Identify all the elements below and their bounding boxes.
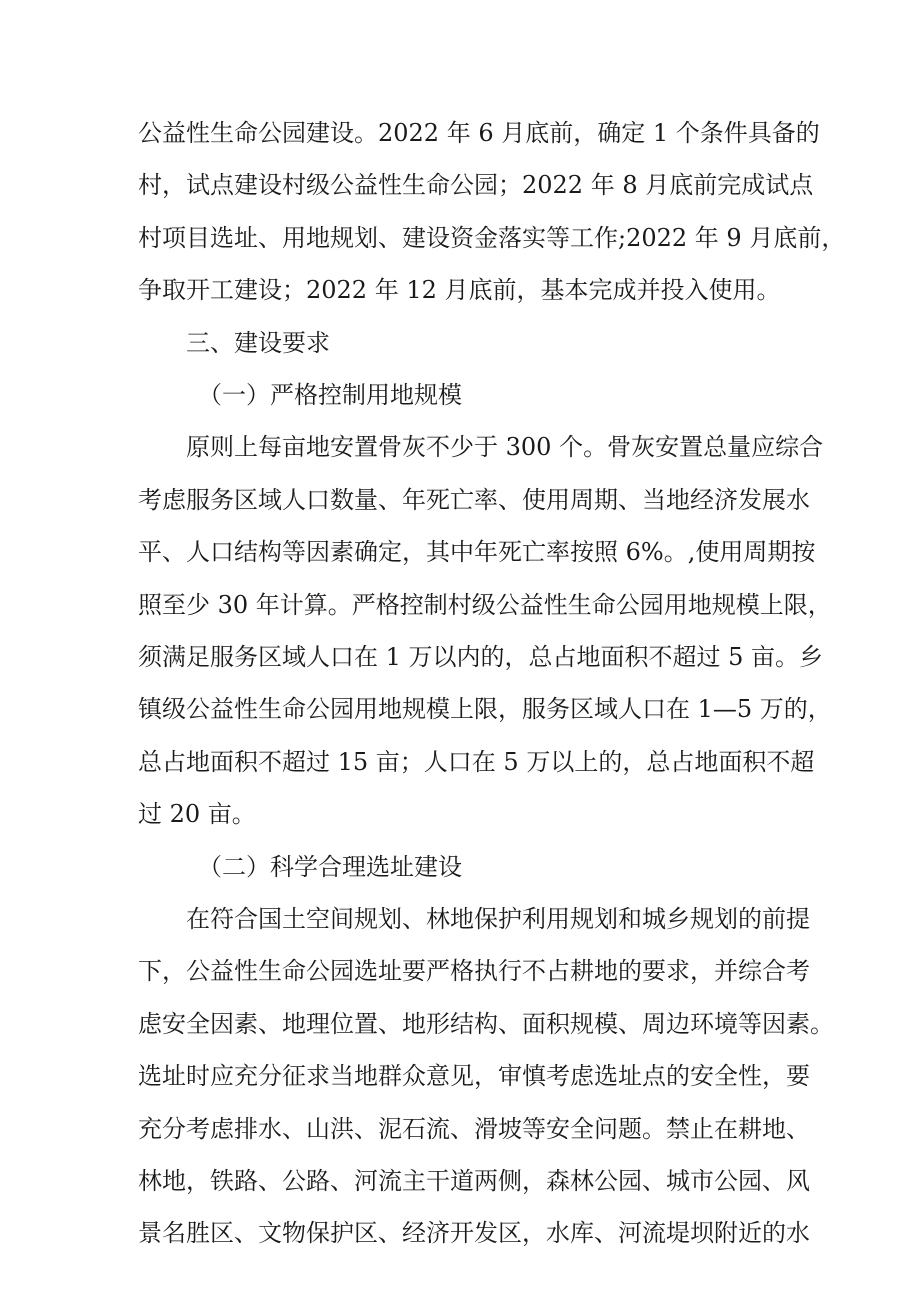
paragraph-line: 平、人口结构等因素确定，其中年死亡率按照 6%。,使用周期按 [138,538,816,566]
paragraph-line: 在符合国土空间规划、林地保护利用规划和城乡规划的前提 [186,905,810,933]
paragraph-line: 原则上每亩地安置骨灰不少于 300 个。骨灰安置总量应综合 [186,433,824,461]
paragraph-line: 下，公益性生命公园选址要严格执行不占耕地的要求，并综合考 [138,957,810,985]
paragraph-line: 选址时应充分征求当地群众意见，审慎考虑选址点的安全性，要 [138,1062,810,1090]
subsection-heading: （二）科学合理选址建设 [198,853,462,881]
paragraph-line: 村，试点建设村级公益性生命公园；2022 年 8 月底前完成试点 [138,171,814,199]
paragraph-line: 须满足服务区域人口在 1 万以内的，总占地面积不超过 5 亩。乡 [138,643,824,671]
paragraph-line: 虑安全因素、地理位置、地形结构、面积规模、周边环境等因素。 [138,1010,834,1038]
paragraph-line: 总占地面积不超过 15 亩；人口在 5 万以上的，总占地面积不超 [138,748,815,776]
paragraph-line: 争取开工建设；2022 年 12 月底前，基本完成并投入使用。 [138,276,781,304]
paragraph-line: 景名胜区、文物保护区、经济开发区，水库、河流堤坝附近的水 [138,1219,810,1247]
paragraph-line: 林地，铁路、公路、河流主干道两侧，森林公园、城市公园、风 [138,1167,810,1195]
paragraph-line: 镇级公益性生命公园用地规模上限，服务区域人口在 1—5 万的， [138,695,832,723]
paragraph-line: 村项目选址、用地规划、建设资金落实等工作;2022 年 9 月底前， [138,224,846,252]
section-heading: 三、建设要求 [186,329,330,357]
paragraph-line: 考虑服务区域人口数量、年死亡率、使用周期、当地经济发展水 [138,486,810,514]
paragraph-line: 过 20 亩。 [138,800,256,828]
subsection-heading: （一）严格控制用地规模 [198,381,462,409]
paragraph-line: 照至少 30 年计算。严格控制村级公益性生命公园用地规模上限， [138,591,832,619]
paragraph-line: 公益性生命公园建设。2022 年 6 月底前，确定 1 个条件具备的 [138,119,820,147]
paragraph-line: 充分考虑排水、山洪、泥石流、滑坡等安全问题。禁止在耕地、 [138,1115,810,1143]
